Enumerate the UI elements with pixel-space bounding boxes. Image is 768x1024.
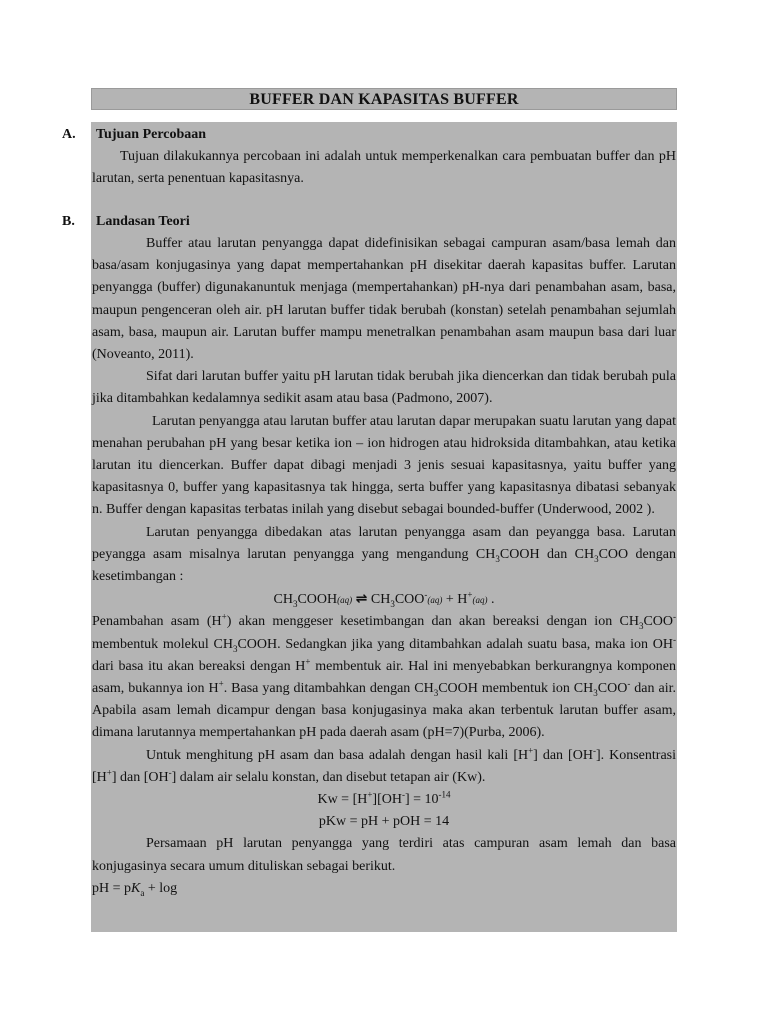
equation-kesetimbangan: $CH_3COOH(aq)$ ⇌ $CH_3COO^-(aq) + H^+(aq)$ . — [273, 589, 495, 610]
page-title: BUFFER DAN KAPASITAS BUFFER — [91, 88, 677, 110]
section-b-letter: B. — [62, 214, 75, 229]
paragraph-dibedakan: Larutan penyangga dibedakan atas larutan penyangga asam dan peyangga basa. Larutan peyangga asam misalnya larutan penyangga yang mengandung $CH_3COOH$ dan $CH_3COO$ dengan kesetimbangan : — [92, 524, 676, 585]
equation-kw: $Kw = [H^+][OH^-] = 10^{-14}$ — [317, 789, 451, 808]
landasan-teori-text — [92, 233, 676, 900]
section-b-heading — [62, 211, 190, 233]
section-a-title: Tujuan Percobaan — [96, 127, 207, 142]
paragraph-definisi: Buffer atau larutan penyangga dapat didefinisikan sebagai campuran asam/basa lemah dan basa/asam konjugasinya yang dapat mempertahankan pH disekitar daerah kapasitas buffer. Larutan penyangga (buffer) digunakanuntuk menjaga (mempertahankan) pH-nya dari penambahan asam, basa, maupun pengenceran oleh air. pH larutan buffer tidak berubah (konstan) setelah penambahan sejumlah asam, basa, maupun air. Larutan buffer mampu menetralkan penambahan asam maupun basa dari luar (Noveanto, 2011). — [92, 236, 676, 363]
equation-ph: pH = $pK_a + \log$ — [92, 880, 178, 898]
section-b-title: Landasan Teori — [96, 214, 190, 229]
tujuan-text — [92, 146, 676, 190]
paragraph-persamaan: Persamaan pH larutan penyangga yang terdiri atas campuran asam lemah dan basa konjugasinya secara umum dituliskan sebagai berikut. — [92, 836, 676, 874]
paragraph-menghitung: Untuk menghitung pH asam dan basa adalah dengan hasil kali [H+] dan [OH-]. Konsentrasi [H+] dan [OH-] dalam air selalu konstan, dan disebut tetapan air (Kw). — [92, 745, 676, 785]
paragraph-penambahan: Penambahan asam (H+) akan menggeser kesetimbangan dan akan bereaksi dengan ion $CH_3COO^-$ membentuk molekul $CH_3COOH$. Sedangkan jika yang ditambahkan adalah suatu basa, maka ion OH- dari basa itu akan bereaksi dengan H+ membentuk air. Hal ini menyebabkan berkurangnya komponen asam, bukannya ion H+. Basa yang ditambahkan dengan $CH_3COOH$ membentuk ion $CH_3COO^-$ dan air. Apabila asam lemah dicampur dengan basa konjugasinya maka akan terbentuk larutan buffer asam, dimana larutannya mempertahankan pH pada daerah asam (pH=7)(Purba, 2006). — [92, 611, 676, 741]
section-a-letter: A. — [62, 127, 76, 142]
section-a-heading — [62, 124, 206, 146]
equilibrium-arrow: ⇌ — [355, 591, 368, 608]
paragraph-tujuan: Tujuan dilakukannya percobaan ini adalah untuk memperkenalkan cara pembuatan buffer dan pH larutan, serta penentuan kapasitasnya. — [92, 149, 676, 187]
paragraph-jenis: Larutan penyangga atau larutan buffer atau larutan dapar merupakan suatu larutan yang dapat menahan perubahan pH yang besar ketika ion – ion hidrogen atau hidroksida ditambahkan, atau ketika larutan itu diencerkan. Buffer dapat dibagi menjadi 3 jenis sesuai kapasitasnya, yaitu buffer yang kapasitasnya 0, buffer yang kapasitasnya tak hingga, serta buffer yang kapasitasnya dibatasi sebanyak n. Buffer dengan kapasitas terbatas inilah yang disebut sebagai bounded-buffer (Underwood, 2002 ). — [92, 413, 676, 518]
paragraph-sifat: Sifat dari larutan buffer yaitu pH larutan tidak berubah jika diencerkan dan tidak berubah pula jika ditambahkan kedalamnya sedikit asam atau basa (Padmono, 2007). — [92, 369, 676, 407]
equation-pkw: pKw = pH + pOH = 14 — [318, 814, 450, 830]
